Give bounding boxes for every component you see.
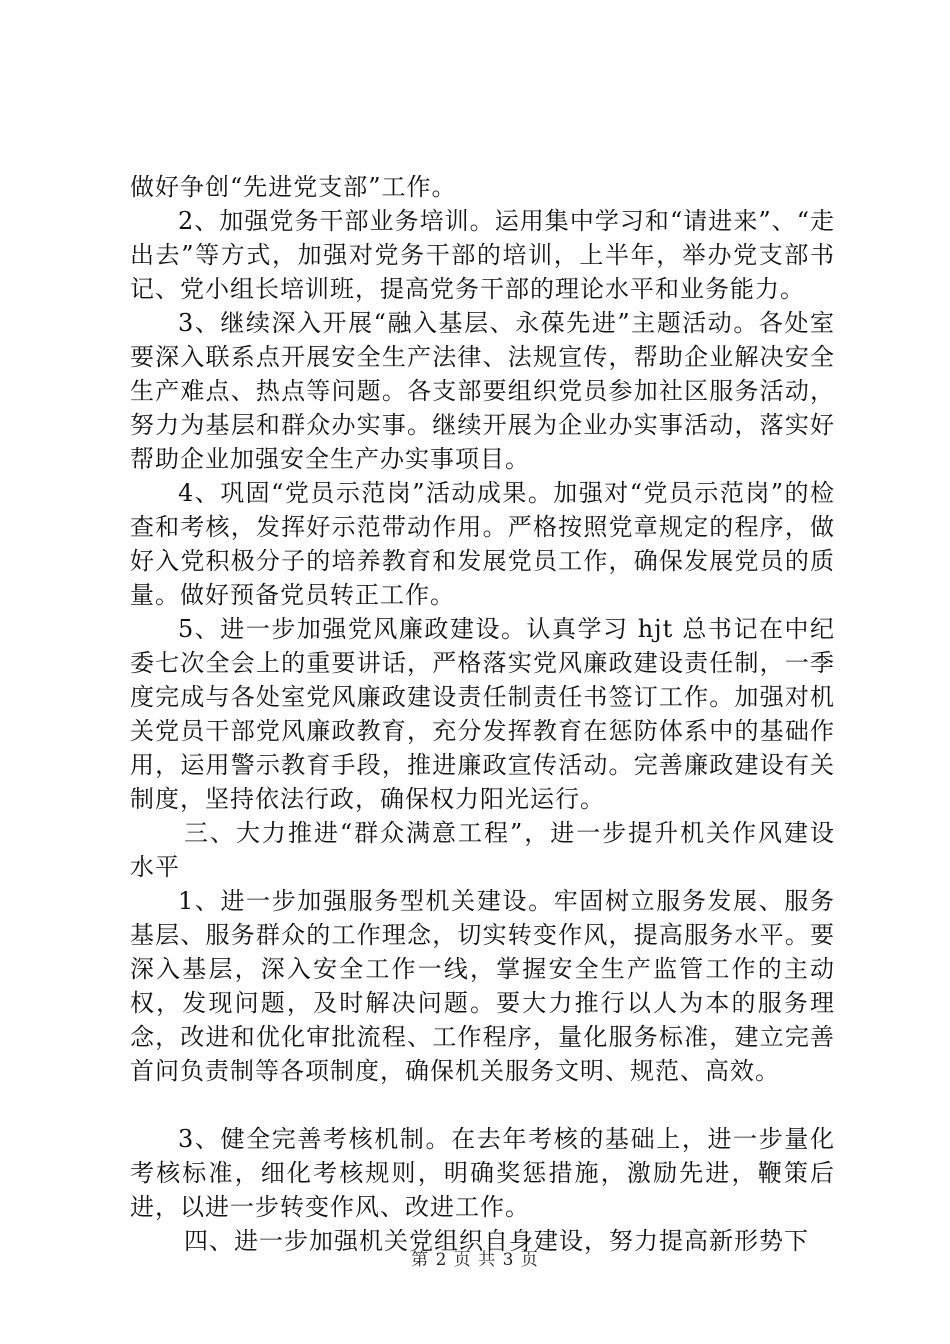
document-body	[130, 170, 835, 1258]
paragraph-item-4: 4、巩固“党员示范岗”活动成果。加强对“党员示范岗”的检查和考核，发挥好示范带动作用。严格按照党章规定的程序，做好入党积极分子的培养教育和发展党员工作，确保发展党员的质量。做好预备党员转正工作。	[130, 479, 835, 609]
paragraph-continuation: 做好争创“先进党支部”工作。	[130, 173, 457, 201]
paragraph-section3-item-3: 3、健全完善考核机制。在去年考核的基础上，进一步量化考核标准，细化考核规则，明确奖惩措施，激励先进，鞭策后进，以进一步转变作风、改进工作。	[130, 1125, 835, 1221]
section-heading-4: 四、进一步加强机关党组织自身建设，努力提高新形势下	[184, 1227, 809, 1255]
page-number-footer: 第 2 页 共 3 页	[411, 1250, 539, 1270]
paragraph-item-2: 2、加强党务干部业务培训。运用集中学习和“请进来”、“走出去”等方式，加强对党务干部的培训，上半年，举办党支部书记、党小组长培训班，提高党务干部的理论水平和业务能力。	[130, 207, 835, 303]
paragraph-item-3: 3、继续深入开展“融入基层、永葆先进”主题活动。各处室要深入联系点开展安全生产法律、法规宣传，帮助企业解决安全生产难点、热点等问题。各支部要组织党员参加社区服务活动，努力为基层和群众办实事。继续开展为企业办实事活动，落实好帮助企业加强安全生产办实事项目。	[130, 309, 835, 473]
section-heading-3: 三、大力推进“群众满意工程”，进一步提升机关作风建设水平	[130, 819, 835, 881]
paragraph-item-5: 5、进一步加强党风廉政建设。认真学习 hjt 总书记在中纪委七次全会上的重要讲话，严格落实党风廉政建设责任制，一季度完成与各处室党风廉政建设责任制责任书签订工作。加强对机关党员干部党风廉政教育，充分发挥教育在惩防体系中的基础作用，运用警示教育手段，推进廉政宣传活动。完善廉政建设有关制度，坚持依法行政，确保权力阳光运行。	[130, 615, 835, 813]
paragraph-gap	[130, 1088, 835, 1122]
paragraph-section3-item-1: 1、进一步加强服务型机关建设。牢固树立服务发展、服务基层、服务群众的工作理念，切实转变作风，提高服务水平。要深入基层，深入安全工作一线，掌握安全生产监管工作的主动权，发现问题，及时解决问题。要大力推行以人为本的服务理念，改进和优化审批流程、工作程序，量化服务标准，建立完善首问负责制等各项制度，确保机关服务文明、规范、高效。	[130, 887, 835, 1085]
